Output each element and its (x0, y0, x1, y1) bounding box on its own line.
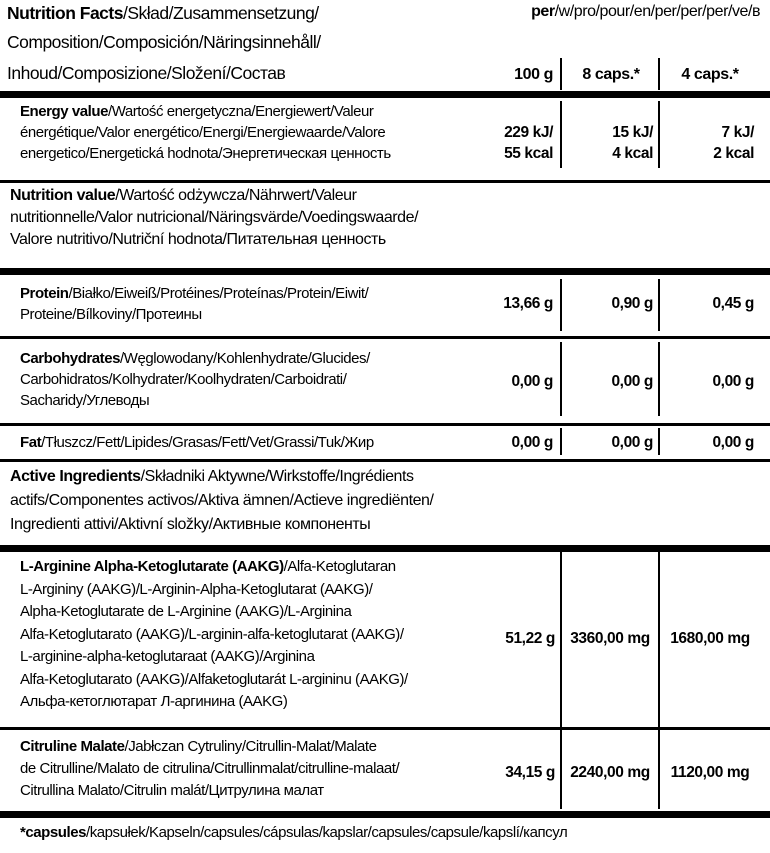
divider-thick (0, 268, 770, 275)
fat-line1: /Tłuszcz/Fett/Lipides/Grasas/Fett/Vet/Grassi/Tuk/Жир (41, 434, 374, 451)
col-divider (560, 428, 562, 455)
aakg-100g: 51,22 g (505, 630, 555, 647)
citrulline-100g: 34,15 g (505, 764, 555, 781)
protein-100g: 13,66 g (503, 295, 553, 312)
col-header-4caps: 4 caps.* (681, 66, 739, 83)
citrulline-label (20, 736, 399, 802)
citrulline-4caps: 1120,00 mg (670, 764, 750, 781)
per-rest: /w/pro/pour/en/per/per/per/ve/в (554, 3, 760, 20)
aakg-line3: Alpha-Ketoglutarate de L-Arginine (AAKG)/L-Arginina (20, 603, 352, 620)
carbohydrates-label-bold: Carbohydrates (20, 350, 121, 367)
divider-thick (0, 811, 770, 818)
divider (0, 180, 770, 183)
divider-thick (0, 545, 770, 552)
energy-100g-kcal: 55 kcal (504, 145, 553, 162)
active-line3: Ingredienti attivi/Aktivní složky/Активные компоненты (10, 516, 371, 533)
divider (0, 336, 770, 339)
aakg-line2: L-Argininy (AAKG)/L-Arginin-Alpha-Ketoglutarat (AAKG)/ (20, 580, 373, 598)
aakg-8caps: 3360,00 mg (570, 630, 650, 647)
col-divider (560, 552, 562, 727)
carbohydrates-line1: /Węglowodany/Kohlenhydrate/Glucides/ (120, 350, 370, 367)
footnote-rest: /kapsułek/Kapseln/capsules/cápsulas/kapslar/capsules/capsule/kapslí/капсул (86, 824, 568, 841)
energy-line3: energetico/Energetická hodnota/Энергетическая ценность (20, 145, 391, 162)
aakg-line1: /Alfa-Ketoglutaran (283, 558, 396, 575)
nutrition-line3: Valore nutritivo/Nutriční hodnota/Питательная ценность (10, 231, 386, 248)
citrulline-line2: de Citrulline/Malato de citrulina/Citrullinmalat/citrulline-malaat/ (20, 760, 400, 777)
citrulline-line1: /Jabłczan Cytruliny/Citrullin-Malat/Malate (124, 738, 377, 755)
energy-4caps-kcal: 2 kcal (713, 145, 754, 162)
fat-100g: 0,00 g (511, 434, 553, 451)
protein-label-bold: Protein (20, 285, 69, 302)
aakg-4caps: 1680,00 mg (670, 630, 750, 647)
title-line1-rest: /Skład/Zusammensetzung/ (122, 3, 319, 23)
per-bold: per (531, 3, 555, 20)
fat-label-bold: Fat (20, 434, 42, 451)
active-line2: actifs/Componentes activos/Aktiva ämnen/Actieve ingrediënten/ (10, 492, 434, 509)
title-line2: Composition/Composición/Näringsinnehåll/ (7, 32, 321, 52)
protein-8caps: 0,90 g (611, 295, 653, 312)
energy-line2: énergétique/Valor energético/Energi/Energiewaarde/Valore (20, 124, 386, 141)
col-divider (560, 58, 562, 90)
fat-4caps: 0,00 g (712, 434, 754, 451)
title-bold: Nutrition Facts (7, 3, 123, 23)
nutrition-line2: nutritionnelle/Valor nutricional/Näringsvärde/Voedingswaarde/ (10, 209, 419, 226)
protein-line1: /Białko/Eiweiß/Protéines/Proteínas/Protein/Eiwit/ (68, 285, 369, 302)
active-label-bold: Active Ingredients (10, 468, 141, 485)
panel-title (7, 0, 319, 29)
carbohydrates-label (20, 348, 370, 411)
aakg-line7: Альфа-кетоглютарат Л-аргинина (AAKG) (20, 693, 288, 710)
energy-100g-kj: 229 kJ/ (504, 124, 553, 141)
aakg-line6: Alfa-Ketoglutarato (AAKG)/Alfaketoglutarát L-argininu (AAKG)/ (20, 670, 408, 688)
divider-thick (0, 91, 770, 98)
energy-8caps-kcal: 4 kcal (612, 145, 653, 162)
protein-line2: Proteine/Bílkoviny/Протеины (20, 306, 202, 323)
col-divider (658, 58, 660, 90)
active-line1: /Składniki Aktywne/Wirkstoffe/Ingrédients (140, 468, 414, 485)
footnote (20, 822, 567, 843)
carbohydrates-100g: 0,00 g (511, 373, 553, 390)
col-divider (560, 342, 562, 416)
fat-8caps: 0,00 g (611, 434, 653, 451)
aakg-line4: Alfa-Ketoglutarato (AAKG)/L-arginin-alfa-ketoglutarat (AAKG)/ (20, 625, 404, 643)
divider (0, 459, 770, 462)
fat-label (20, 432, 374, 453)
energy-line1: /Wartość energetyczna/Energiewert/Valeur (107, 103, 374, 120)
energy-label-bold: Energy value (20, 103, 108, 120)
per-label (531, 1, 760, 22)
col-divider (560, 279, 562, 331)
col-divider (658, 101, 660, 168)
footnote-bold: *capsules (20, 824, 86, 841)
col-divider (658, 552, 660, 727)
energy-label (20, 101, 391, 164)
col-header-8caps: 8 caps.* (582, 66, 640, 83)
col-divider (658, 342, 660, 416)
col-divider (560, 730, 562, 809)
nutrition-line1: /Wartość odżywcza/Nährwert/Valeur (115, 187, 357, 204)
active-section-header (10, 465, 433, 537)
nutrition-section-header (10, 185, 418, 251)
carbohydrates-4caps: 0,00 g (712, 373, 754, 390)
protein-4caps: 0,45 g (712, 295, 754, 312)
aakg-line5: L-arginine-alpha-ketoglutaraat (AAKG)/Arginina (20, 648, 315, 665)
col-divider (658, 730, 660, 809)
nutrition-label-bold: Nutrition value (10, 187, 116, 204)
carbohydrates-8caps: 0,00 g (611, 373, 653, 390)
divider (0, 423, 770, 426)
protein-label (20, 283, 368, 325)
carbohydrates-line2: Carbohidratos/Kolhydrater/Koolhydraten/Carboidrati/ (20, 371, 347, 388)
col-divider (658, 279, 660, 331)
citrulline-line3: Citrullina Malato/Citrulin malát/Цитрулина малат (20, 782, 324, 799)
carbohydrates-line3: Sacharidy/Углеводы (20, 392, 150, 409)
col-divider (658, 428, 660, 455)
col-header-100g: 100 g (514, 66, 553, 83)
citrulline-label-bold: Citruline Malate (20, 738, 125, 755)
aakg-label (20, 556, 408, 714)
col-divider (560, 101, 562, 168)
energy-8caps-kj: 15 kJ/ (612, 124, 653, 141)
title-line3: Inhoud/Composizione/Složení/Состав (7, 63, 286, 83)
energy-4caps-kj: 7 kJ/ (721, 124, 754, 141)
citrulline-8caps: 2240,00 mg (570, 764, 650, 781)
aakg-label-bold: L-Arginine Alpha-Ketoglutarate (AAKG) (20, 558, 284, 575)
divider (0, 727, 770, 730)
